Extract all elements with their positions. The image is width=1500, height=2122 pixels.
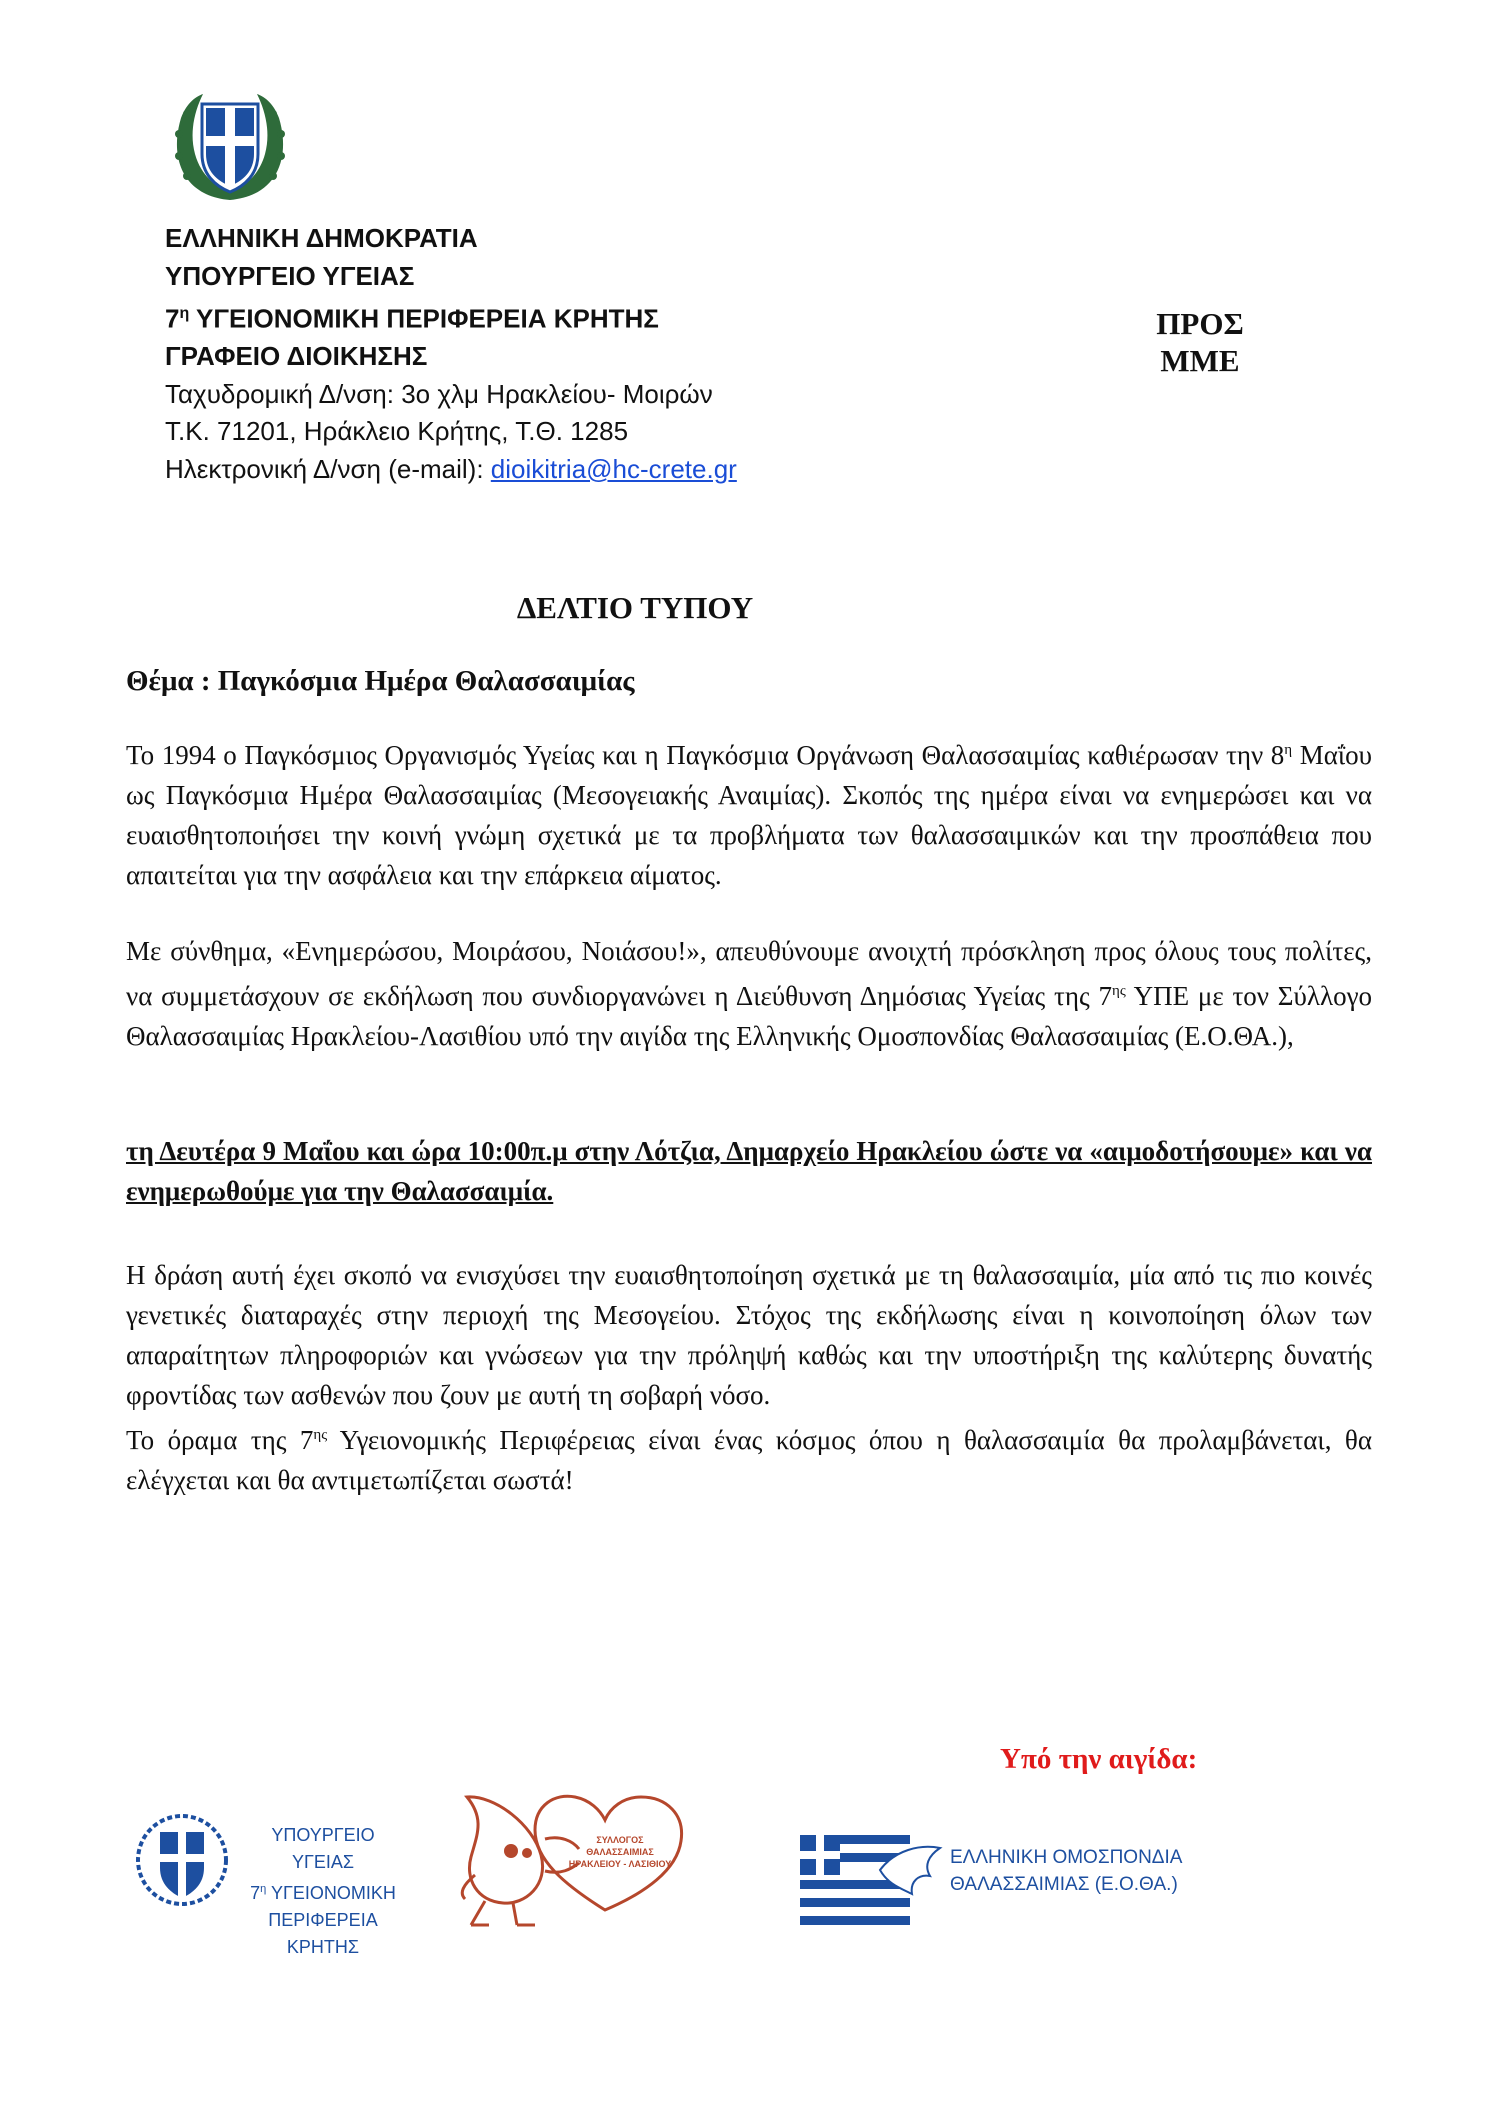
ministry-logo-line: ΠΕΡΙΦΕΡΕΙΑ ΚΡΗΤΗΣ [268,1910,378,1957]
ministry-logo-line: $7^\eta$ ΥΓΕΙΟΝΟΜΙΚΗ [250,1883,396,1903]
sender-block [165,220,925,488]
association-logo-line: ΘΑΛΑΣΣΑΙΜΙΑΣ [586,1847,654,1857]
email-link[interactable]: dioikitria@hc-crete.gr [490,453,737,484]
sender-country: ΕΛΛΗΝΙΚΗ ΔΗΜΟΚΡΑΤΙΑ [165,223,478,253]
document-subject: Θέμα : Παγκόσμια Ημέρα Θαλασσαιμίας [126,665,635,697]
ministry-logo [135,1810,415,1957]
ministry-logo-line: ΥΠΟΥΡΓΕΙΟ ΥΓΕΙΑΣ [271,1825,375,1872]
federation-logo [800,1830,1220,1925]
association-logo [455,1775,715,1935]
ministry-emblem-icon [135,1810,230,1910]
body-paragraph: Με σύνθημα, «Ενημερώσου, Μοιράσου, Νοιάσου!», απευθύνουμε ανοιχτή πρόσκληση προς όλους τους πολίτες, να συμμετάσχουν σε εκδήλωση που συνδιοργανώνει η Διεύθυνση Δημόσιας Υγείας της $7^{\eta\varsigma}$ ΥΠΕ με τον Σύλλογο Θαλασσαιμίας Ηρακλείου-Λασιθίου υπό την αιγίδα της Ελληνικής Ομοσπονδίας Θαλασσαιμίας (Ε.Ο.ΘΑ.), [126,936,1372,1051]
association-logo-line: ΣΥΛΛΟΓΟΣ [596,1835,644,1845]
body-paragraph: Η δράση αυτή έχει σκοπό να ενισχύσει την ευαισθητοποίηση σχετικά με τη θαλασσαιμία, μία από τις πιο κοινές γενετικές διαταραχές στην περιοχή της Μεσογείου. Στόχος της εκδήλωσης είναι η κοινοποίηση όλων των απαραίτητων πληροφοριών και γνώσεων για την πρόληψή καθώς και την υποστήριξη της καλύτερης δυνατής φροντίδας των ασθενών που ζουν με αυτή τη σοβαρή νόσο. [126,1260,1372,1410]
association-logo-line: ΗΡΑΚΛΕΙΟΥ - ΛΑΣΙΘΙΟΥ [568,1859,672,1869]
recipient-name: ΜΜΕ [1160,343,1240,378]
document-title: ΔΕΛΤΙΟ ΤΥΠΟΥ [516,590,754,625]
recipient-label: ΠΡΟΣ [1156,306,1244,341]
federation-logo-line: ΕΛΛΗΝΙΚΗ ΟΜΟΣΠΟΝΔΙΑ [950,1847,1183,1868]
event-announcement: τη Δευτέρα 9 Μαΐου και ώρα 10:00π.μ στην Λότζια, Δημαρχείο Ηρακλείου ώστε να «αιμοδοτήσουμε» και να ενημερωθούμε για την Θαλασσαιμία. [126,1136,1372,1206]
sender-office: ΓΡΑΦΕΙΟ ΔΙΟΙΚΗΣΗΣ [165,341,428,372]
sender-ministry: ΥΠΟΥΡΓΕΙΟ ΥΓΕΙΑΣ [165,260,415,291]
greek-emblem-logo [165,88,295,206]
recipient-block [1100,305,1300,379]
sender-region: $7^\eta$ ΥΓΕΙΟΝΟΜΙΚΗ ΠΕΡΙΦΕΡΕΙΑ ΚΡΗΤΗΣ [165,303,659,334]
sender-postcode: Τ.Κ. 71201, Ηράκλειο Κρήτης, Τ.Θ. 1285 [165,416,629,447]
sender-postal-address: Ταχυδρομική Δ/νση: 3ο χλμ Ηρακλείου- Μοιρών [165,378,713,409]
aegis-label: Υπό την αιγίδα: [1000,1743,1198,1775]
federation-logo-line: ΘΑΛΑΣΣΑΙΜΙΑΣ (Ε.Ο.ΘΑ.) [950,1874,1178,1895]
body-paragraph: Το 1994 ο Παγκόσμιος Οργανισμός Υγείας και η Παγκόσμια Οργάνωση Θαλασσαιμίας καθιέρωσαν την $8^\eta$ Μαΐου ως Παγκόσμια Ημέρα Θαλασσαιμίας (Μεσογειακής Αναιμίας). Σκοπός της ημέρα είναι να ενημερώσει και να ευαισθητοποιήσει την κοινή γνώμη σχετικά με τα προβλήματα των θαλασσαιμικών και την προσπάθεια που απαιτείται για την ασφάλεια και την επάρκεια αίματος. [126,740,1372,890]
sender-email-line: Ηλεκτρονική Δ/νση (e-mail): dioikitria@hc-crete.gr [165,453,737,484]
greek-flag-dove-icon [800,1830,950,1925]
body-paragraph: Το όραμα της $7^{\eta\varsigma}$ Υγειονομικής Περιφέρειας είναι ένας κόσμος όπου η θαλασσαιμία θα προλαμβάνεται, θα ελέγχεται και θα αντιμετωπίζεται σωστά! [126,1425,1372,1495]
